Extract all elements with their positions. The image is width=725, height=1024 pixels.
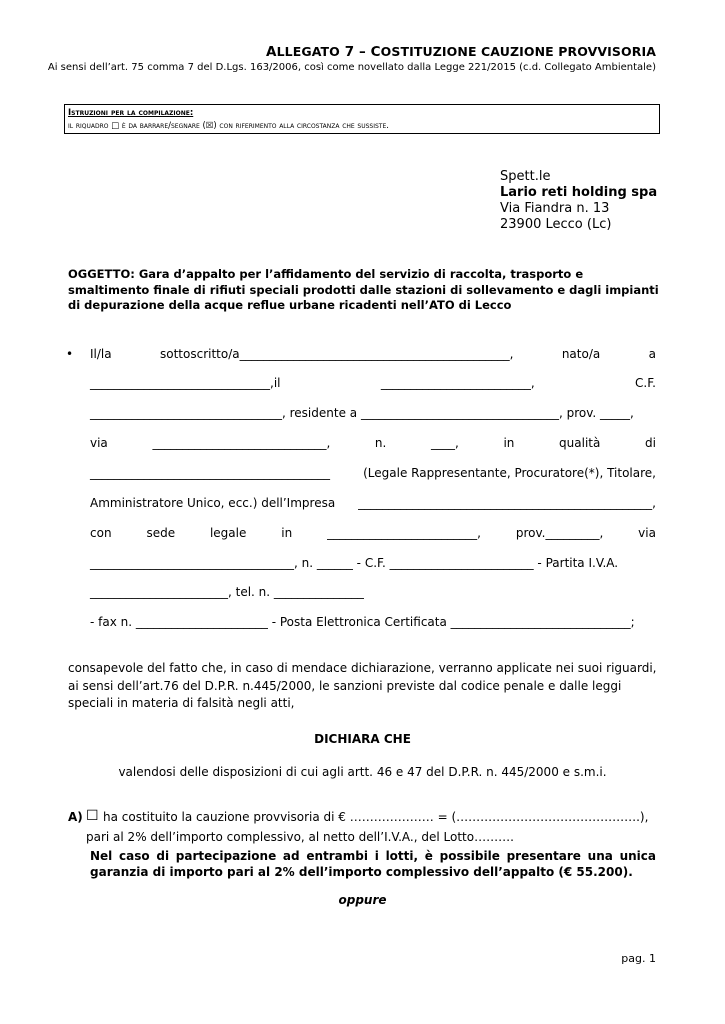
form-line-1[interactable]	[90, 347, 656, 361]
oggetto-paragraph: OGGETTO: Gara d’appalto per l’affidamento del servizio di raccolta, trasporto e smaltimento finale di rifiuti speciali prodotti dalle stazioni di sollevamento e dagli impianti di depurazione della acque reflue urbane ricadenti nell’ATO di Lecco	[68, 267, 659, 312]
section-a-label: A)	[68, 810, 83, 824]
form-text: via	[638, 526, 656, 540]
residence-field[interactable]: ________________________________, residente a _________________________________, prov. _____,	[90, 406, 634, 420]
form-text: con	[90, 526, 112, 540]
form-text: in	[503, 436, 515, 450]
bullet-point: •	[66, 347, 74, 361]
form-line-4[interactable]	[90, 436, 656, 450]
form-text: qualità	[559, 436, 601, 450]
dichiara-heading: DICHIARA CHE	[314, 732, 411, 746]
role-field[interactable]: ________________________________________	[90, 466, 330, 480]
name-field[interactable]: sottoscritto/a_____________________________________________,	[160, 347, 514, 361]
birthplace-field[interactable]: ______________________________,il	[90, 376, 281, 390]
legal-seat-field[interactable]: _________________________,	[327, 526, 481, 540]
form-text: C.F.	[635, 376, 656, 390]
consapevole-paragraph: consapevole del fatto che, in caso di mendace dichiarazione, verranno applicate nei suoi riguardi, ai sensi dell’art.76 del D.P.R. n.445/2000, le sanzioni previste dal codice penale e dalle leggi speciali in materia di falsità negli atti,	[68, 661, 657, 710]
valendosi-text: valendosi delle disposizioni di cui agli artt. 46 e 47 del D.P.R. n. 445/2000 e s.m.i.	[118, 765, 607, 779]
form-line-10[interactable]	[90, 615, 656, 629]
form-text: nato/a	[561, 347, 601, 361]
province-field[interactable]: prov._________,	[515, 526, 604, 540]
company-field[interactable]: _________________________________________________,	[358, 496, 656, 510]
address-tax-field[interactable]: __________________________________, n. ______ - C.F. ________________________ - Partita I.V.A.	[90, 556, 619, 570]
form-text: Il/la	[90, 347, 112, 361]
fax-pec-field[interactable]: - fax n. ______________________ - Posta Elettronica Certificata ______________________________;	[90, 615, 635, 629]
birthdate-field[interactable]: _________________________,	[380, 376, 535, 390]
form-line-2[interactable]	[90, 376, 656, 390]
form-text: a	[648, 347, 656, 361]
form-line-7[interactable]	[90, 526, 656, 540]
number-field[interactable]: ____,	[430, 436, 459, 450]
form-line-5[interactable]	[90, 466, 656, 480]
section-a-line-2: pari al 2% dell’importo complessivo, al netto dell’I.V.A., del Lotto……….	[86, 830, 514, 844]
section-a-note: Nel caso di partecipazione ad entrambi i lotti, è possibile presentare una unica garanzia di importo pari al 2% dell’importo complessivo dell’appalto (€ 55.200).	[90, 849, 656, 879]
street-field[interactable]: _____________________________,	[152, 436, 331, 450]
form-text: in	[281, 526, 293, 540]
form-line-9[interactable]	[90, 585, 656, 599]
oppure-text: oppure	[338, 893, 387, 907]
page-number: pag. 1	[621, 952, 656, 965]
form-text: sede	[146, 526, 176, 540]
instructions-title: Istruzioni per la compilazione:	[68, 108, 194, 118]
recipient-street: Via Fiandra n. 13	[500, 201, 610, 216]
section-a-line-1: ha costituito la cauzione provvisoria di € ………………… = (……………………………………….),	[103, 810, 649, 824]
document-subtitle: Ai sensi dell’art. 75 comma 7 del D.Lgs. 163/2006, così come novellato dalla Legge 221/2015 (c.d. Collegato Ambientale)	[47, 62, 656, 73]
form-text: via	[90, 436, 108, 450]
form-text: (Legale Rappresentante, Procuratore(*), Titolare,	[363, 466, 656, 480]
recipient-city: 23900 Lecco (Lc)	[500, 217, 612, 232]
form-line-6[interactable]	[90, 496, 656, 510]
vat-phone-field[interactable]: _______________________, tel. n. _______________	[90, 585, 364, 599]
form-text: legale	[209, 526, 247, 540]
document-title: ALLEGATO 7 – COSTITUZIONE CAUZIONE PROVVISORIA	[266, 44, 656, 60]
recipient-company: Lario reti holding spa	[500, 185, 658, 200]
recipient-salutation: Spett.le	[500, 169, 551, 184]
instructions-text: il riquadro □ è da barrare/segnare (☒) con riferimento alla circostanza che sussiste.	[68, 121, 389, 131]
form-text: di	[644, 436, 656, 450]
form-line-3[interactable]	[90, 406, 656, 420]
form-text: n.	[374, 436, 387, 450]
form-line-8[interactable]	[90, 556, 656, 570]
section-a-checkbox[interactable]: ☐	[86, 808, 99, 824]
form-text: Amministratore Unico, ecc.) dell’Impresa	[90, 496, 336, 510]
